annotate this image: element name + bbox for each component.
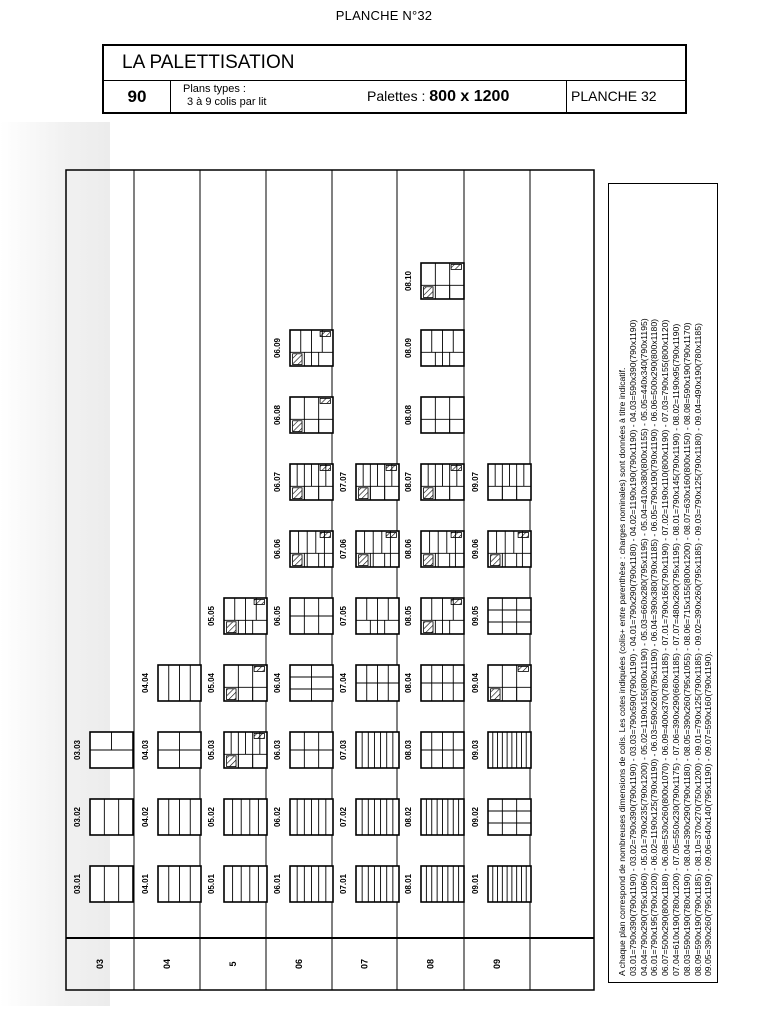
plan-code-label: 07.07 bbox=[339, 471, 348, 493]
pallet-outline bbox=[224, 799, 267, 835]
pallet-plan-07-04 bbox=[339, 665, 399, 701]
void-hatch bbox=[451, 532, 461, 537]
void-hatch bbox=[227, 756, 236, 767]
void-hatch bbox=[386, 465, 396, 470]
void-hatch bbox=[320, 465, 330, 470]
palette-label: Palettes : bbox=[367, 88, 426, 104]
plan-code-label: 09.02 bbox=[471, 806, 480, 828]
void-hatch bbox=[424, 488, 433, 499]
pallet-plan-05-04 bbox=[207, 665, 267, 701]
plan-code-label: 07.02 bbox=[339, 806, 348, 828]
pallet-plan-04-01 bbox=[141, 866, 201, 902]
pallet-outline bbox=[90, 866, 133, 902]
void-hatch bbox=[227, 689, 236, 700]
pallet-plan-07-01 bbox=[339, 866, 399, 902]
plan-code-label: 06.04 bbox=[273, 672, 282, 694]
plan-code-label: 08.09 bbox=[404, 337, 413, 359]
plan-code-label: 05.01 bbox=[207, 873, 216, 895]
pallet-plan-08-02 bbox=[404, 799, 464, 835]
pallet-plan-07-02 bbox=[339, 799, 399, 835]
void-hatch bbox=[491, 555, 500, 566]
pallet-plan-06-02 bbox=[273, 799, 333, 835]
pallet-plan-05-05 bbox=[207, 598, 267, 634]
pallet-outline bbox=[488, 598, 531, 634]
plan-code-label: 09.05 bbox=[471, 605, 480, 627]
pallet-plan-08-04 bbox=[404, 665, 464, 701]
void-hatch bbox=[254, 666, 264, 671]
pallet-plan-07-07 bbox=[339, 464, 399, 500]
plans-types-label: Plans types : bbox=[183, 83, 246, 95]
void-hatch bbox=[386, 532, 396, 537]
plan-code-label: 09.04 bbox=[471, 672, 480, 694]
pallet-plan-06-04 bbox=[273, 665, 333, 701]
palette-size: 800 x 1200 bbox=[429, 88, 510, 105]
pallet-plan-07-03 bbox=[339, 732, 399, 768]
plan-code-label: 09.07 bbox=[471, 471, 480, 493]
note-line: 06.07=500x290(800x1180) - 06.08=530x260(800x1070) - 06.09=400x370(780x1185) - 07.01=790x165(790x1190) - 07.02=1190x110(800x1190) - 07.03=790x155(800x1120) bbox=[660, 319, 671, 976]
void-hatch bbox=[359, 488, 368, 499]
section-number: 90 bbox=[104, 81, 171, 114]
plan-code-label: 03.02 bbox=[73, 806, 82, 828]
plan-code-label: 08.07 bbox=[404, 471, 413, 493]
pallet-plan-09-03 bbox=[471, 732, 531, 768]
pallet-plan-07-06 bbox=[339, 531, 399, 567]
void-hatch bbox=[424, 287, 433, 298]
row-label: 07 bbox=[359, 958, 370, 970]
pallet-outline bbox=[90, 799, 133, 835]
plan-code-label: 09.01 bbox=[471, 873, 480, 895]
notes-text bbox=[617, 196, 714, 976]
note-line: 04.04=790x290(795x1060) - 05.01=790x235(790x1200) - 05.02=1190x155(800x1190) - 05.03=660x280(795x1195) - 05.04=410x380(800x1155) - 05.05=440x340(790x1195) bbox=[638, 318, 649, 976]
pallet-plan-04-03 bbox=[141, 732, 201, 768]
void-hatch bbox=[293, 421, 302, 432]
void-hatch bbox=[254, 599, 264, 604]
plan-code-label: 06.03 bbox=[273, 739, 282, 761]
pallet-outline bbox=[488, 732, 531, 768]
plan-code-label: 07.01 bbox=[339, 873, 348, 895]
plan-code-label: 06.08 bbox=[273, 404, 282, 426]
pallet-outline bbox=[224, 866, 267, 902]
sheet-title: PLANCHE N°32 bbox=[335, 8, 433, 23]
pallet-plan-08-01 bbox=[404, 866, 464, 902]
note-line: 09.05=390x260(795x1190) - 09.06=640x140(795x1190) - 09.07=590x160(790x1190). bbox=[703, 651, 714, 976]
plan-code-label: 07.06 bbox=[339, 538, 348, 560]
void-hatch bbox=[320, 398, 330, 403]
note-line: A chaque plan correspond de nombreuses dimensions de colis. Les cotes indiquées (colis+ entre parenthèse : charges nominales) sont données à titre indicatif. bbox=[617, 367, 627, 976]
plan-code-label: 09.03 bbox=[471, 739, 480, 761]
plan-code-label: 04.02 bbox=[141, 806, 150, 828]
pallet-plan-08-09 bbox=[404, 330, 464, 366]
note-line: 08.09=590x190(790x1185) - 08.10=370x270(750x1200) - 09.01=790x125(790x1185) - 09.02=390x260(795x1185) - 09.03=790x125(790x1180) - 09.04=490x190(780x1185) bbox=[692, 323, 703, 976]
plan-code-label: 08.02 bbox=[404, 806, 413, 828]
void-hatch bbox=[320, 331, 330, 336]
plan-code-label: 05.03 bbox=[207, 739, 216, 761]
plan-code-label: 05.04 bbox=[207, 672, 216, 694]
row-label: 03 bbox=[95, 958, 105, 970]
pallet-plan-08-06 bbox=[404, 531, 464, 567]
row-label: 04 bbox=[162, 958, 172, 970]
pallet-plan-08-03 bbox=[404, 732, 464, 768]
plan-code-label: 05.02 bbox=[207, 806, 216, 828]
pallet-plan-09-02 bbox=[471, 799, 531, 835]
note-line: 08.03=590x190(780x1190) - 08.04=390x290(790x1180) - 08.05=390x260(795x1055) - 08.06=715x155(800x1200) - 08.07=630x160(800x1150) - 08.08=590x190(790x1170) bbox=[681, 322, 692, 976]
plan-code-label: 08.06 bbox=[404, 538, 413, 560]
pallet-plan-04-04 bbox=[141, 665, 201, 701]
plan-code-label: 08.01 bbox=[404, 873, 413, 895]
plan-code-label: 08.05 bbox=[404, 605, 413, 627]
void-hatch bbox=[451, 599, 461, 604]
plan-code-label: 03.01 bbox=[73, 873, 82, 895]
plan-code-label: 07.03 bbox=[339, 739, 348, 761]
row-label: 06 bbox=[294, 958, 304, 970]
plan-code-label: 04.01 bbox=[141, 873, 150, 895]
plan-code-label: 06.05 bbox=[273, 605, 282, 627]
planche-label: PLANCHE 32 bbox=[571, 88, 657, 104]
void-hatch bbox=[424, 622, 433, 633]
pallet-plan-06-01 bbox=[273, 866, 333, 902]
note-line: 07.04=610x190(780x1200) - 07.05=550x230(790x1175) - 07.06=390x290(660x1185) - 07.07=480x260(795x1195) - 08.01=790x145(790x1190) - 08.02=1190x95(790x1190) bbox=[670, 323, 681, 976]
plan-code-label: 03.03 bbox=[73, 739, 82, 761]
pallet-outline bbox=[488, 799, 531, 835]
void-hatch bbox=[293, 354, 302, 365]
plan-code-label: 04.03 bbox=[141, 739, 150, 761]
plan-code-label: 08.08 bbox=[404, 404, 413, 426]
void-hatch bbox=[254, 733, 264, 738]
plan-code-label: 06.09 bbox=[273, 337, 282, 359]
void-hatch bbox=[518, 532, 528, 537]
plan-code-label: 08.03 bbox=[404, 739, 413, 761]
pallet-plan-06-06 bbox=[273, 531, 333, 567]
plan-code-label: 06.07 bbox=[273, 471, 282, 493]
pallet-plan-03-01 bbox=[73, 866, 133, 902]
pallet-plan-05-01 bbox=[207, 866, 267, 902]
row-label: 08 bbox=[425, 958, 436, 970]
document-title: LA PALETTISATION bbox=[104, 46, 685, 81]
notes-box bbox=[608, 183, 718, 983]
note-line: 03.01=790x390(790x1190) - 03.02=790x390(790x1190) - 03.03=790x590(790x1190) - 04.01=790x290(790x1180) - 04.02=1190x190(790x1190) - 04.03=590x390(790x1190) bbox=[627, 319, 638, 976]
void-hatch bbox=[451, 264, 461, 269]
plan-code-label: 07.04 bbox=[339, 672, 348, 694]
pallet-plan-06-03 bbox=[273, 732, 333, 768]
plan-code-label: 06.01 bbox=[273, 873, 282, 895]
pallet-plan-05-03 bbox=[207, 732, 267, 768]
plan-code-label: 08.10 bbox=[404, 270, 413, 292]
pallet-plan-09-05 bbox=[471, 598, 531, 634]
pallet-plan-06-05 bbox=[273, 598, 333, 634]
pallet-plan-08-10 bbox=[404, 263, 464, 299]
pallet-plan-03-02 bbox=[73, 799, 133, 835]
void-hatch bbox=[491, 689, 500, 700]
pallet-plan-04-02 bbox=[141, 799, 201, 835]
void-hatch bbox=[227, 622, 236, 633]
void-hatch bbox=[518, 666, 528, 671]
pallet-plan-05-02 bbox=[207, 799, 267, 835]
void-hatch bbox=[320, 532, 330, 537]
note-line: 06.01=790x195(790x1200) - 06.02=1190x125(790x1190) - 06.03=590x260(795x1190) - 06.04=390x380(790x1185) - 06.05=790x190(790x1190) - 06.06=500x290(800x1180) bbox=[649, 319, 660, 976]
pallet-plan-06-09 bbox=[273, 330, 333, 366]
pallet-plan-08-05 bbox=[404, 598, 464, 634]
plan-code-label: 05.05 bbox=[207, 605, 216, 627]
plan-code-label: 08.04 bbox=[404, 672, 413, 694]
void-hatch bbox=[293, 488, 302, 499]
row-label: 5 bbox=[228, 961, 238, 967]
plan-code-label: 07.05 bbox=[339, 605, 348, 627]
plans-types-range: 3 à 9 colis par lit bbox=[187, 96, 267, 108]
void-hatch bbox=[293, 555, 302, 566]
plan-code-label: 09.06 bbox=[471, 538, 480, 560]
plan-code-label: 06.06 bbox=[273, 538, 282, 560]
pallet-plan-09-04 bbox=[471, 665, 531, 701]
pallet-plan-09-01 bbox=[471, 866, 531, 902]
pallet-plan-08-07 bbox=[404, 464, 464, 500]
void-hatch bbox=[424, 555, 433, 566]
pallet-plan-06-08 bbox=[273, 397, 333, 433]
plan-code-label: 04.04 bbox=[141, 672, 150, 694]
pallet-plan-03-03 bbox=[73, 732, 133, 768]
row-label: 09 bbox=[492, 958, 502, 970]
void-hatch bbox=[451, 465, 461, 470]
pallet-plan-09-06 bbox=[471, 531, 531, 567]
pallet-plan-06-07 bbox=[273, 464, 333, 500]
pallet-plan-08-08 bbox=[404, 397, 464, 433]
pallet-plan-07-05 bbox=[339, 598, 399, 634]
void-hatch bbox=[359, 555, 368, 566]
plan-code-label: 06.02 bbox=[273, 806, 282, 828]
pallet-plan-09-07 bbox=[471, 464, 531, 500]
pallet-outline bbox=[421, 397, 464, 433]
pallet-outline bbox=[488, 866, 531, 902]
